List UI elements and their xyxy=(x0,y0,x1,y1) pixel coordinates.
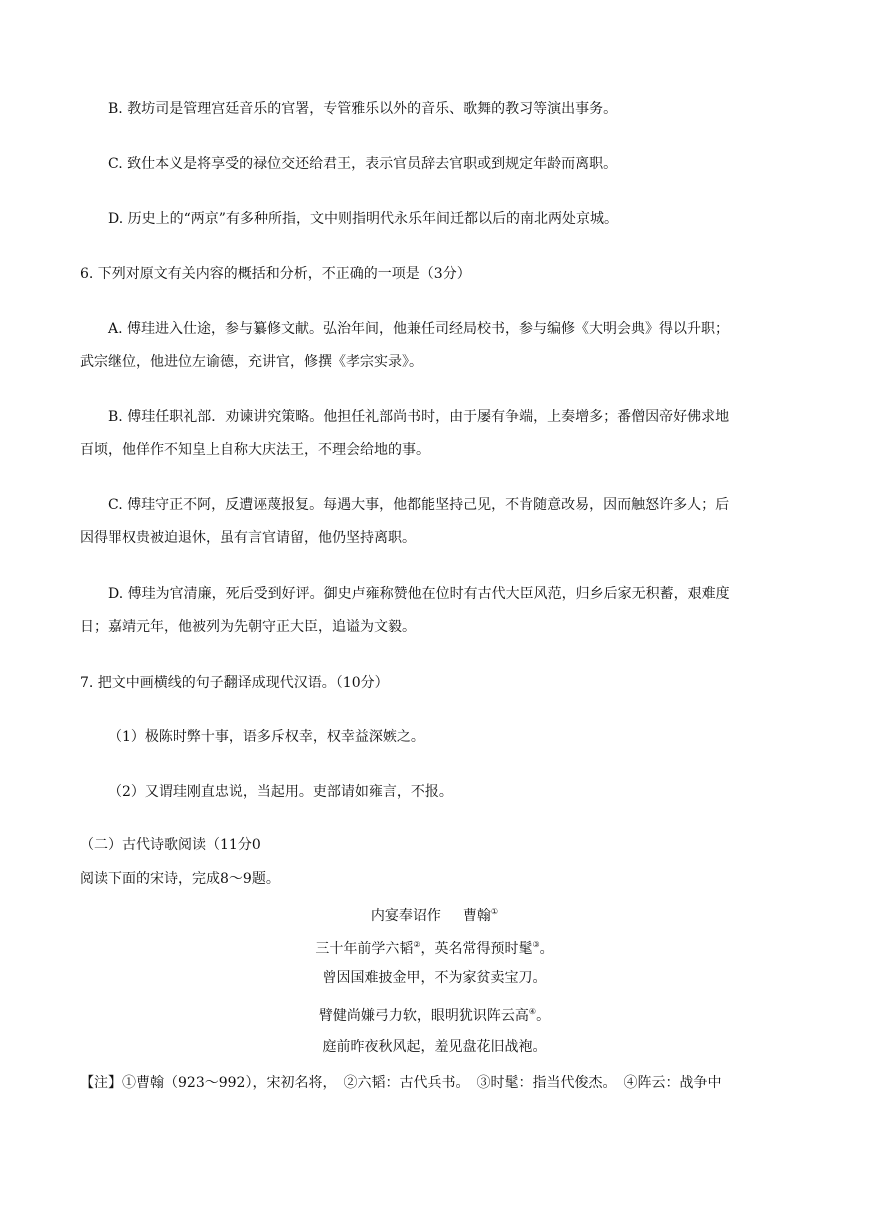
q6-option-b-line2: 百顷，他佯作不知皇上自称大庆法王，不理会给地的事。 xyxy=(80,442,430,458)
poem-line-2: 曾因国难披金甲，不为家贫卖宝刀。 xyxy=(322,970,547,986)
poem-author: 曹翰 xyxy=(462,908,491,924)
poem-title: 内宴奉诏作 xyxy=(370,908,441,924)
footnote-marker: ④ xyxy=(528,1007,537,1016)
q5-option-c: C. 致仕本义是将享受的禄位交还给君王，表示官员辞去官职或到规定年龄而离职。 xyxy=(108,156,618,172)
q6-option-c-line2: 因得罪权贵被迫退休，虽有言官请留，他仍坚持离职。 xyxy=(80,530,416,546)
poem-line-4: 庭前昨夜秋风起，羞见盘花旧战袍。 xyxy=(322,1039,547,1055)
poem-line-3: 臂健尚嫌弓力软，眼明犹识阵云高④。 xyxy=(318,1007,551,1024)
q5-option-d: D. 历史上的“两京”有多种所指，文中则指明代永乐年间迁都以后的南北两处京城。 xyxy=(108,211,618,227)
poem-notes: 【注】①曹翰（923～992），宋初名将， ②六韬：古代兵书。 ③时髦：指当代俊杰。 ④阵云：战争中 xyxy=(80,1075,722,1091)
q7-sentence-2: （2）又谓珪刚直忠说，当起用。吏部请如雍言，不报。 xyxy=(108,784,453,800)
section-intro: 阅读下面的宋诗，完成8～9题。 xyxy=(80,871,280,887)
section-heading: （二）古代诗歌阅读（11分0 xyxy=(80,837,261,853)
poem-line-1: 三十年前学六韬②，英名常得预时髦③。 xyxy=(315,940,554,957)
q6-option-a-line2: 武宗继位，他进位左谕德，充讲官，修撰《孝宗实录》。 xyxy=(80,354,423,370)
footnote-marker: ② xyxy=(413,940,421,949)
q6-option-a-line1: A. 傅珪进入仕途，参与纂修文献。弘治年间，他兼任司经局校书，参与编修《大明会典》得以升职； xyxy=(108,321,730,337)
q7-stem: 7. 把文中画横线的句子翻译成现代汉语。（10分） xyxy=(80,675,389,691)
q6-option-b-line1: B. 傅珪任职礼部．劝谏讲究策略。他担任礼部尚书时，由于屡有争端，上奏增多；番僧因帝好佛求地 xyxy=(108,409,730,425)
q6-option-d-line2: 日；嘉靖元年，他被列为先朝守正大臣，追谥为文毅。 xyxy=(80,619,416,635)
q5-option-b: B. 教坊司是管理宫廷音乐的官署，专管雅乐以外的音乐、歌舞的教习等演出事务。 xyxy=(108,101,618,117)
q6-stem: 6. 下列对原文有关内容的概括和分析，不正确的一项是（3分） xyxy=(80,266,471,282)
footnote-marker: ③ xyxy=(532,940,540,949)
q6-option-c-line1: C. 傅珪守正不阿，反遭诬蔑报复。每遇大事，他都能坚持己见，不肯随意改易，因而触怒许多人；后 xyxy=(108,497,730,513)
poem-title-line xyxy=(0,902,869,926)
q6-option-d-line1: D. 傅珪为官清廉，死后受到好评。御史卢雍称赞他在位时有古代大臣风范，归乡后家无积蓄，艰难度 xyxy=(108,586,730,602)
q7-sentence-1: （1）极陈时弊十事，语多斥权幸，权幸益深嫉之。 xyxy=(108,729,425,745)
footnote-marker: ① xyxy=(490,907,499,916)
